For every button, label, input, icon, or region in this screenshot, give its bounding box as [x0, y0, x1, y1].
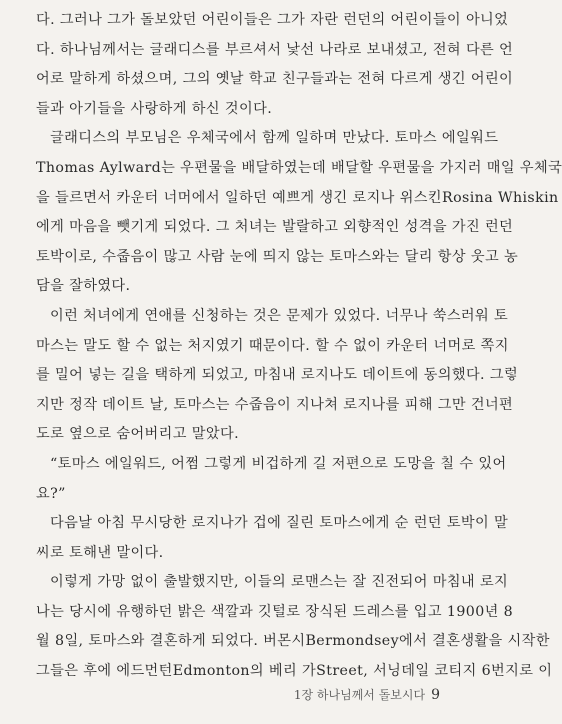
text-line: “토마스 에일워드, 어쩜 그렇게 비겁하게 길 저편으로 도망을 칠 수 있어 — [50, 455, 507, 472]
text-line: 이런 처녀에게 연애를 신청하는 것은 문제가 있었다. 너무나 쑥스러워 토 — [50, 307, 509, 324]
text-line: 지만 정작 데이트 날, 토마스는 수줍음이 지나쳐 로지나를 피해 그만 건너편 — [36, 396, 514, 413]
text-line: 토박이로, 수줍음이 많고 사람 눈에 띄지 않는 토마스와는 달리 항상 웃고 농 — [36, 248, 519, 265]
text-line: 도로 옆으로 숨어버리고 말았다. — [36, 426, 240, 443]
text-line: 이렇게 가망 없이 출발했지만, 이들의 로맨스는 잘 진전되어 마침내 로지 — [50, 574, 509, 591]
text-line: 그들은 후에 에드먼턴Edmonton의 베리 가Street, 서닝데일 코티지 6번지로 이 — [36, 663, 553, 680]
text-line: 씨로 토해낸 말이다. — [36, 544, 164, 561]
running-head: 1장 하나님께서 돌보시다 — [293, 688, 426, 702]
text-line: 다. 하나님께서는 글래디스를 부르셔서 낯선 나라로 보내셨고, 전혀 다른 언 — [36, 41, 514, 58]
text-line: 어로 말하게 하셨으며, 그의 옛날 학교 친구들과는 전혀 다르게 생긴 어린이 — [36, 71, 514, 88]
text-line: 담을 잘하였다. — [36, 278, 131, 295]
text-line: 글래디스의 부모님은 우체국에서 함께 일하며 만났다. 토마스 에일워드 — [50, 130, 499, 147]
text-line: 마스는 말도 할 수 없는 처지였기 때문이다. 할 수 없이 카운터 너머로 쪽지 — [36, 337, 509, 354]
text-line: 나는 당시에 유행하던 밝은 색깔과 깃털로 장식된 드레스를 입고 1900년 8 — [36, 603, 514, 620]
page-footer — [294, 686, 440, 703]
text-line: 을 들르면서 카운터 너머에서 일하던 예쁘게 생긴 로지나 위스킨Rosina Whiskin — [36, 189, 559, 206]
text-line: Thomas Aylward는 우편물을 배달하였는데 배달할 우편물을 가지러 매일 우체국 — [36, 159, 562, 176]
text-line: 요?” — [36, 485, 66, 502]
text-line: 에게 마음을 뺏기게 되었다. 그 처녀는 발랄하고 외향적인 성격을 가진 런던 — [36, 219, 514, 236]
body-text — [36, 6, 562, 687]
text-line: 다음날 아침 무시당한 로지나가 겁에 질린 토마스에게 순 런던 토박이 말 — [50, 515, 509, 532]
text-line: 를 밀어 넣는 길을 택하게 되었고, 마침내 로지나도 데이트에 동의했다. 그렇 — [36, 367, 519, 384]
page-number: 9 — [431, 687, 440, 703]
text-line: 다. 그러나 그가 돌보았던 어린이들은 그가 자란 런던의 어린이들이 아니었 — [36, 12, 509, 28]
text-line: 월 8일, 토마스와 결혼하게 되었다. 버몬시Bermondsey에서 결혼생활을 시작한 — [36, 633, 550, 650]
text-line: 들과 아기들을 사랑하게 하신 것이다. — [36, 100, 273, 117]
